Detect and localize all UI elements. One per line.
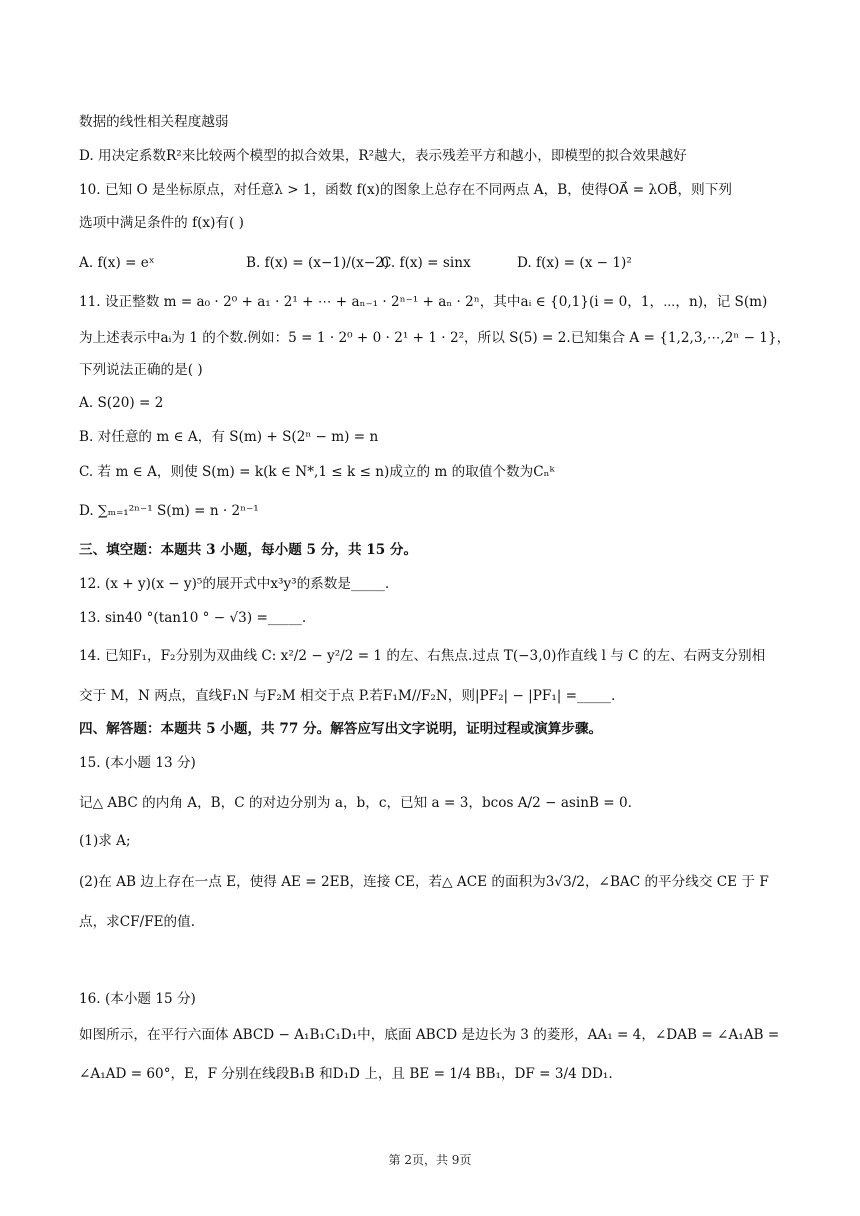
question-11: 11. 设正整数 m = a₀ · 2⁰ + a₁ · 2¹ + ⋯ + aₙ₋₁ · 2ⁿ⁻¹ + aₙ · 2ⁿ，其中aᵢ ∈ {0,1}(i = 0，1，⋯，n)，记 S(m) — [79, 294, 768, 310]
text-line: 为上述表示中aᵢ为 1 的个数.例如：5 = 1 · 2⁰ + 0 · 2¹ + 1 · 2²，所以 S(5) = 2.已知集合 A = {1,2,3,⋯,2ⁿ − 1}， — [79, 330, 791, 346]
text-line: 数据的线性相关程度越弱 — [79, 114, 229, 130]
option-c: C. 若 m ∈ A，则使 S(m) = k(k ∈ N*,1 ≤ k ≤ n)成立的 m 的取值个数为Cₙᵏ — [79, 464, 555, 480]
text-line: 如图所示，在平行六面体 ABCD − A₁B₁C₁D₁中，底面 ABCD 是边长为 3 的菱形，AA₁ = 4，∠DAB = ∠A₁AB = — [79, 1027, 780, 1043]
option-a: A. f(x) = eˣ — [79, 255, 155, 271]
option-d: D. ∑ₘ₌₁²ⁿ⁻¹ S(m) = n · 2ⁿ⁻¹ — [79, 503, 259, 519]
question-16-title: 16. (本小题 15 分) — [79, 991, 196, 1007]
text-line: 点，求CF/FE的值. — [79, 914, 196, 930]
question-14: 14. 已知F₁，F₂分别为双曲线 C: x²/2 − y²/2 = 1 的左、右焦点.过点 T(−3,0)作直线 l 与 C 的左、右两支分别相 — [79, 648, 766, 664]
option-b: B. f(x) = (x−1)/(x−2) — [246, 255, 390, 271]
page-footer: 第 2页，共 9页 — [388, 1153, 472, 1167]
question-13: 13. sin40 °(tan10 ° − √3) =_____. — [79, 610, 307, 626]
option-b: B. 对任意的 m ∈ A，有 S(m) + S(2ⁿ − m) = n — [79, 429, 379, 445]
option-c: C. f(x) = sinx — [381, 255, 471, 271]
section-heading: 三、填空题：本题共 3 小题，每小题 5 分，共 15 分。 — [79, 542, 418, 558]
text-line: ∠A₁AD = 60°，E，F 分别在线段B₁B 和D₁D 上，且 BE = 1/4 BB₁，DF = 3/4 DD₁. — [79, 1066, 613, 1082]
option-d: D. f(x) = (x − 1)² — [517, 255, 632, 271]
text-line: 下列说法正确的是( ) — [79, 362, 203, 378]
text-line: (1)求 A; — [79, 833, 131, 849]
text-line: D. 用决定系数R²来比较两个模型的拟合效果，R²越大，表示残差平方和越小，即模型的拟合效果越好 — [79, 148, 687, 164]
text-line: 记△ ABC 的内角 A，B，C 的对边分别为 a，b，c，已知 a = 3，bcos A/2 − asinB = 0. — [79, 795, 632, 811]
text-line: 交于 M，N 两点，直线F₁N 与F₂M 相交于点 P.若F₁M//F₂N，则|PF₂| − |PF₁| =_____. — [79, 688, 616, 704]
question-10: 10. 已知 O 是坐标原点，对任意λ > 1，函数 f(x)的图象上总存在不同两点 A，B，使得OA⃗ = λOB⃗，则下列 — [79, 182, 732, 198]
question-12: 12. (x + y)(x − y)⁵的展开式中x³y³的系数是_____. — [79, 576, 390, 592]
text-line: 选项中满足条件的 f(x)有( ) — [79, 215, 244, 231]
section-heading: 四、解答题：本题共 5 小题，共 77 分。解答应写出文字说明，证明过程或演算步骤。 — [79, 721, 603, 737]
option-a: A. S(20) = 2 — [79, 395, 164, 411]
text-line: (2)在 AB 边上存在一点 E，使得 AE = 2EB，连接 CE，若△ ACE 的面积为3√3/2，∠BAC 的平分线交 CE 于 F — [79, 874, 769, 890]
question-15-title: 15. (本小题 13 分) — [79, 755, 196, 771]
